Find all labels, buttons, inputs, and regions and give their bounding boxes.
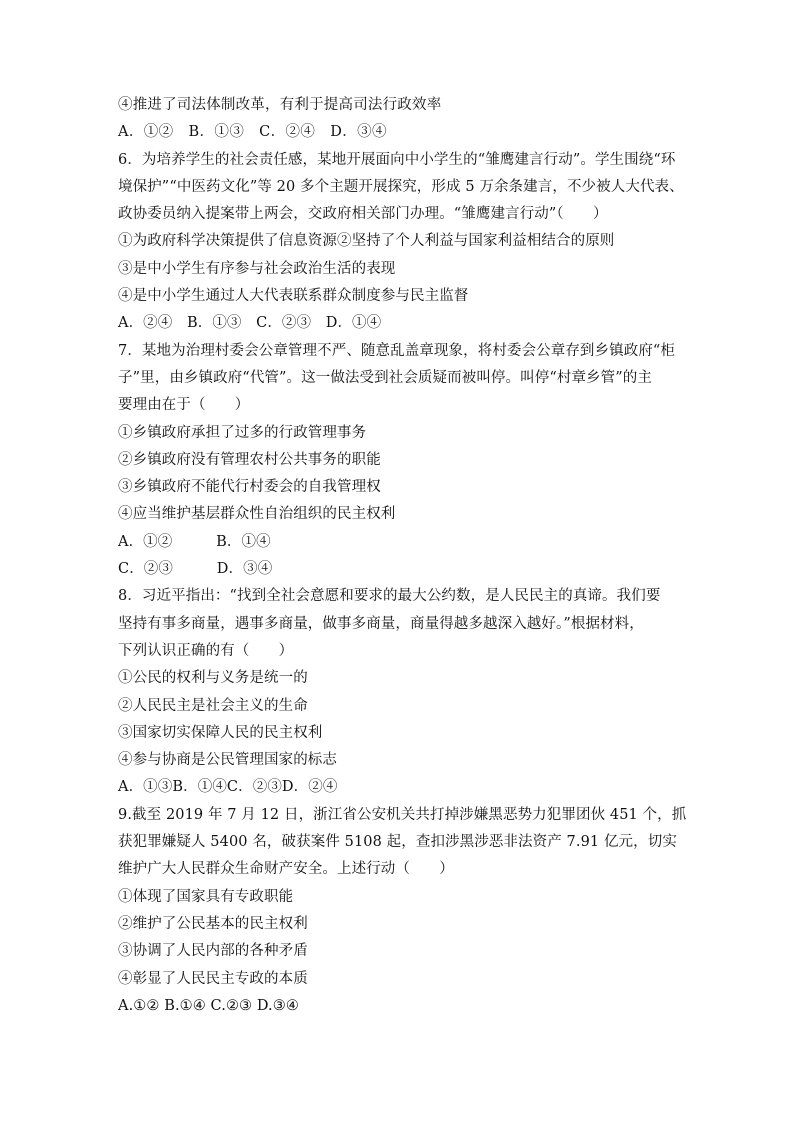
q5-item-4: ④推进了司法体制改革，有利于提高司法行政效率: [118, 97, 442, 113]
q6-item-1-2: ①为政府科学决策提供了信息资源②坚持了个人利益与国家利益相结合的原则: [118, 233, 615, 250]
q7-stem-line-2: 子”里，由乡镇政府“代管”。这一做法受到社会质疑而被叫停。叫停“村章乡管”的主: [118, 369, 652, 386]
q6-options: A．②④ B．①③ C．②③ D．①④: [118, 315, 382, 332]
q6-stem-line-2: 境保护”“中医药文化”等 20 多个主题开展探究，形成 5 万余条建言，不少被人大代表、: [118, 178, 684, 195]
q9-item-4: ④彰显了人民民主专政的本质: [118, 970, 308, 987]
q9-item-1: ①体现了国家具有专政职能: [118, 888, 294, 905]
q8-item-4: ④参与协商是公民管理国家的标志: [118, 752, 337, 769]
q8-stem-line-1: 8．习近平指出：“找到全社会意愿和要求的最大公约数，是人民民主的真谛。我们要: [118, 588, 661, 605]
q6-item-4: ④是中小学生通过人大代表联系群众制度参与民主监督: [118, 288, 469, 305]
q7-item-3: ③乡镇政府不能代行村委会的自我管理权: [118, 479, 381, 496]
question-5-tail: [118, 92, 678, 147]
q9-stem-line-1: 9.截至 2019 年 7 月 12 日，浙江省公安机关共打掉涉嫌黑恶势力犯罪团伙 451 个，抓: [118, 806, 687, 823]
q8-stem-line-3: 下列认识正确的有（ ）: [118, 642, 294, 659]
question-7: [118, 338, 678, 584]
q8-item-1: ①公民的权利与义务是统一的: [118, 670, 308, 687]
question-content: [118, 92, 687, 1020]
q9-stem-line-2: 获犯罪嫌疑人 5400 名，破获案件 5108 起，查扣涉黑涉恶非法资产 7.91 亿元，切实: [118, 834, 677, 851]
q8-stem-line-2: 坚持有事多商量，遇事多商量，做事多商量，商量得越多越深入越好。”根据材料，: [118, 615, 644, 632]
q8-options: A．①③B．①④C．②③D．②④: [118, 779, 338, 796]
q6-stem-line-3: 政协委员纳入提案带上两会，交政府相关部门办理。“雏鹰建言行动”（ ）: [118, 206, 608, 223]
q9-stem-line-3: 维护广大人民群众生命财产安全。上述行动（ ）: [118, 861, 454, 878]
q7-item-1: ①乡镇政府承担了过多的行政管理事务: [118, 424, 367, 441]
q7-stem-line-1: 7．某地为治理村委会公章管理不严、随意乱盖章现象，将村委会公章存到乡镇政府“柜: [118, 342, 676, 359]
q9-item-3: ③协调了人民内部的各种矛盾: [118, 943, 308, 960]
q6-stem-line-1: 6．为培养学生的社会责任感，某地开展面向中小学生的“雏鹰建言行动”。学生围绕“环: [118, 151, 676, 168]
question-9: [118, 802, 687, 1020]
q7-item-4: ④应当维护基层群众性自治组织的民主权利: [118, 506, 396, 523]
question-6: [118, 147, 684, 338]
q9-item-2: ②维护了公民基本的民主权利: [118, 915, 308, 932]
q7-stem-line-3: 要理由在于（ ）: [118, 397, 250, 414]
q7-options-row-2: C．②③ D．③④: [118, 561, 273, 578]
q8-item-2: ②人民民主是社会主义的生命: [118, 697, 308, 714]
q7-options-row-1: A．①② B．①④: [118, 533, 271, 550]
q5-options: A．①② B．①③ C．②④ D．③④: [118, 124, 387, 141]
q8-item-3: ③国家切实保障人民的民主权利: [118, 724, 323, 741]
q6-item-3: ③是中小学生有序参与社会政治生活的表现: [118, 260, 396, 277]
q9-options: A.①② B.①④ C.②③ D.③④: [118, 997, 299, 1014]
q7-item-2: ②乡镇政府没有管理农村公共事务的职能: [118, 451, 381, 468]
question-8: [118, 583, 678, 801]
